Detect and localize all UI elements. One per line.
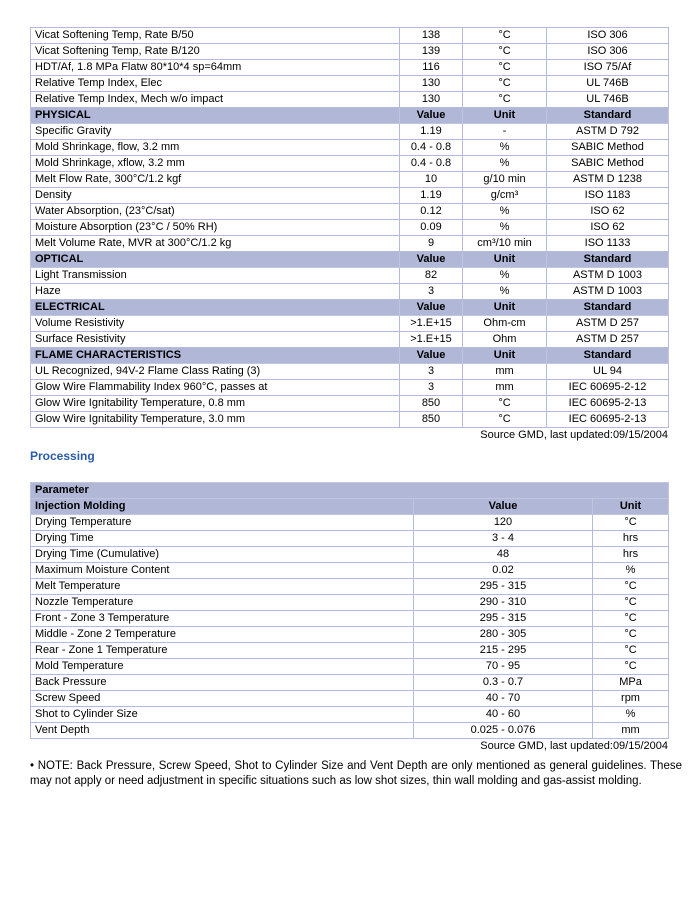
standard-cell: ASTM D 257 — [547, 316, 669, 332]
parameter-row — [31, 515, 669, 531]
parameter-name-cell: Rear - Zone 1 Temperature — [31, 643, 414, 659]
value-cell: 0.12 — [400, 204, 463, 220]
unit-cell: % — [463, 156, 547, 172]
section-header-row — [31, 252, 669, 268]
property-name-cell: Glow Wire Flammability Index 960°C, passes at — [31, 380, 400, 396]
property-row — [31, 28, 669, 44]
property-name-cell: Moisture Absorption (23°C / 50% RH) — [31, 220, 400, 236]
property-name-cell: Volume Resistivity — [31, 316, 400, 332]
parameter-row — [31, 611, 669, 627]
value-cell: 130 — [400, 76, 463, 92]
standard-cell: ISO 62 — [547, 204, 669, 220]
value-cell: 3 — [400, 364, 463, 380]
parameter-name-cell: Middle - Zone 2 Temperature — [31, 627, 414, 643]
value-cell: 0.025 - 0.076 — [414, 723, 593, 739]
unit-cell: hrs — [593, 531, 669, 547]
parameter-name-cell: Mold Temperature — [31, 659, 414, 675]
unit-cell: °C — [593, 643, 669, 659]
value-cell: 280 - 305 — [414, 627, 593, 643]
unit-cell: mm — [463, 364, 547, 380]
unit-cell: - — [463, 124, 547, 140]
value-header-cell: Value — [400, 348, 463, 364]
unit-cell: °C — [593, 595, 669, 611]
property-row — [31, 60, 669, 76]
parameter-row — [31, 531, 669, 547]
parameter-row — [31, 691, 669, 707]
value-cell: 48 — [414, 547, 593, 563]
value-cell: 70 - 95 — [414, 659, 593, 675]
property-name-cell: Relative Temp Index, Elec — [31, 76, 400, 92]
value-cell: 295 - 315 — [414, 611, 593, 627]
unit-cell: °C — [463, 76, 547, 92]
value-cell: 1.19 — [400, 188, 463, 204]
property-name-cell: Mold Shrinkage, flow, 3.2 mm — [31, 140, 400, 156]
property-name-header-cell: FLAME CHARACTERISTICS — [31, 348, 400, 364]
standard-cell: SABIC Method — [547, 156, 669, 172]
property-name-cell: UL Recognized, 94V-2 Flame Class Rating (3) — [31, 364, 400, 380]
standard-cell: IEC 60695-2-12 — [547, 380, 669, 396]
unit-cell: % — [463, 204, 547, 220]
parameter-name-cell: Melt Temperature — [31, 579, 414, 595]
unit-header-cell: Unit — [463, 348, 547, 364]
parameter-name-cell: Maximum Moisture Content — [31, 563, 414, 579]
parameter-name-cell: Screw Speed — [31, 691, 414, 707]
parameter-row — [31, 563, 669, 579]
parameter-row — [31, 627, 669, 643]
guidelines-note: • NOTE: Back Pressure, Screw Speed, Shot to Cylinder Size and Vent Depth are only mentioned as general guidelines. These may not apply or need adjustment in specific situations such as low shot sizes, thin wall molding and gas-assist molding. — [30, 760, 682, 787]
property-row — [31, 268, 669, 284]
value-header-cell: Value — [400, 252, 463, 268]
property-name-cell: Surface Resistivity — [31, 332, 400, 348]
unit-cell: °C — [463, 44, 547, 60]
property-name-cell: Vicat Softening Temp, Rate B/50 — [31, 28, 400, 44]
standard-header-cell: Standard — [547, 300, 669, 316]
standard-cell: ISO 306 — [547, 44, 669, 60]
parameter-row — [31, 579, 669, 595]
standard-cell: SABIC Method — [547, 140, 669, 156]
property-row — [31, 44, 669, 60]
property-name-cell: Relative Temp Index, Mech w/o impact — [31, 92, 400, 108]
value-cell: >1.E+15 — [400, 332, 463, 348]
standard-header-cell: Standard — [547, 348, 669, 364]
unit-cell: % — [593, 707, 669, 723]
value-cell: >1.E+15 — [400, 316, 463, 332]
value-cell: 1.19 — [400, 124, 463, 140]
value-cell: 290 - 310 — [414, 595, 593, 611]
value-cell: 10 — [400, 172, 463, 188]
standard-header-cell: Standard — [547, 252, 669, 268]
section-header-row — [31, 108, 669, 124]
property-name-cell: Glow Wire Ignitability Temperature, 3.0 mm — [31, 412, 400, 428]
parameter-row — [31, 595, 669, 611]
value-cell: 0.3 - 0.7 — [414, 675, 593, 691]
unit-header-cell: Unit — [463, 108, 547, 124]
processing-table — [30, 482, 669, 739]
unit-cell: °C — [593, 611, 669, 627]
value-cell: 850 — [400, 412, 463, 428]
property-name-cell: Density — [31, 188, 400, 204]
unit-cell: MPa — [593, 675, 669, 691]
value-cell: 215 - 295 — [414, 643, 593, 659]
property-row — [31, 220, 669, 236]
value-cell: 3 — [400, 284, 463, 300]
unit-header-cell: Unit — [463, 252, 547, 268]
value-cell: 82 — [400, 268, 463, 284]
standard-cell: ISO 75/Af — [547, 60, 669, 76]
standard-cell: IEC 60695-2-13 — [547, 412, 669, 428]
value-cell: 116 — [400, 60, 463, 76]
unit-cell: °C — [463, 92, 547, 108]
property-name-cell: Melt Flow Rate, 300°C/1.2 kgf — [31, 172, 400, 188]
property-row — [31, 188, 669, 204]
property-row — [31, 156, 669, 172]
property-row — [31, 92, 669, 108]
property-row — [31, 124, 669, 140]
unit-header-cell: Unit — [463, 300, 547, 316]
property-name-header-cell: OPTICAL — [31, 252, 400, 268]
property-row — [31, 380, 669, 396]
unit-cell: °C — [593, 627, 669, 643]
parameter-name-cell: Drying Time — [31, 531, 414, 547]
unit-cell: g/10 min — [463, 172, 547, 188]
property-row — [31, 396, 669, 412]
property-name-cell: Specific Gravity — [31, 124, 400, 140]
processing-heading: Processing — [30, 449, 95, 463]
parameter-name-cell: Nozzle Temperature — [31, 595, 414, 611]
property-name-cell: Melt Volume Rate, MVR at 300°C/1.2 kg — [31, 236, 400, 252]
injection-molding-header-row — [31, 499, 669, 515]
property-row — [31, 284, 669, 300]
unit-cell: % — [463, 268, 547, 284]
parameter-row — [31, 547, 669, 563]
value-cell: 120 — [414, 515, 593, 531]
unit-cell: % — [463, 140, 547, 156]
standard-cell: ISO 306 — [547, 28, 669, 44]
source-note-properties: Source GMD, last updated:09/15/2004 — [480, 429, 668, 441]
unit-cell: mm — [593, 723, 669, 739]
parameter-name-cell: Drying Temperature — [31, 515, 414, 531]
value-cell: 139 — [400, 44, 463, 60]
unit-cell: cm³/10 min — [463, 236, 547, 252]
value-cell: 3 - 4 — [414, 531, 593, 547]
unit-cell: Ohm — [463, 332, 547, 348]
processing-table-wrap — [30, 482, 668, 739]
parameter-row — [31, 659, 669, 675]
standard-cell: ASTM D 1003 — [547, 268, 669, 284]
unit-cell: rpm — [593, 691, 669, 707]
value-cell: 0.09 — [400, 220, 463, 236]
source-note-processing: Source GMD, last updated:09/15/2004 — [480, 740, 668, 752]
property-name-header-cell: PHYSICAL — [31, 108, 400, 124]
standard-cell: ISO 62 — [547, 220, 669, 236]
standard-cell: ISO 1133 — [547, 236, 669, 252]
property-name-header-cell: ELECTRICAL — [31, 300, 400, 316]
unit-cell: % — [463, 284, 547, 300]
parameter-name-cell: Shot to Cylinder Size — [31, 707, 414, 723]
standard-cell: UL 94 — [547, 364, 669, 380]
property-row — [31, 172, 669, 188]
unit-header-cell: Unit — [593, 499, 669, 515]
standard-cell: UL 746B — [547, 92, 669, 108]
injection-molding-header-cell: Injection Molding — [31, 499, 414, 515]
standard-header-cell: Standard — [547, 108, 669, 124]
value-cell: 3 — [400, 380, 463, 396]
standard-cell: UL 746B — [547, 76, 669, 92]
unit-cell: Ohm-cm — [463, 316, 547, 332]
parameter-row — [31, 675, 669, 691]
value-cell: 0.02 — [414, 563, 593, 579]
material-properties-table — [30, 27, 669, 428]
standard-cell: ISO 1183 — [547, 188, 669, 204]
property-name-cell: Glow Wire Ignitability Temperature, 0.8 mm — [31, 396, 400, 412]
section-header-row — [31, 348, 669, 364]
value-cell: 850 — [400, 396, 463, 412]
value-cell: 295 - 315 — [414, 579, 593, 595]
property-row — [31, 204, 669, 220]
parameter-row — [31, 707, 669, 723]
unit-cell: °C — [593, 515, 669, 531]
standard-cell: ASTM D 792 — [547, 124, 669, 140]
value-header-cell: Value — [414, 499, 593, 515]
section-header-row — [31, 300, 669, 316]
property-row — [31, 364, 669, 380]
unit-cell: °C — [463, 396, 547, 412]
standard-cell: ASTM D 257 — [547, 332, 669, 348]
parameter-row — [31, 643, 669, 659]
unit-cell: g/cm³ — [463, 188, 547, 204]
property-row — [31, 332, 669, 348]
unit-cell: mm — [463, 380, 547, 396]
property-row — [31, 76, 669, 92]
unit-cell: °C — [463, 28, 547, 44]
standard-cell: ASTM D 1238 — [547, 172, 669, 188]
property-row — [31, 316, 669, 332]
property-name-cell: Light Transmission — [31, 268, 400, 284]
property-row — [31, 140, 669, 156]
value-cell: 130 — [400, 92, 463, 108]
value-cell: 9 — [400, 236, 463, 252]
unit-cell: °C — [593, 659, 669, 675]
standard-cell: IEC 60695-2-13 — [547, 396, 669, 412]
value-header-cell: Value — [400, 300, 463, 316]
property-row — [31, 412, 669, 428]
unit-cell: °C — [463, 60, 547, 76]
parameter-name-cell: Vent Depth — [31, 723, 414, 739]
unit-cell: hrs — [593, 547, 669, 563]
value-cell: 0.4 - 0.8 — [400, 140, 463, 156]
property-name-cell: Mold Shrinkage, xflow, 3.2 mm — [31, 156, 400, 172]
unit-cell: % — [593, 563, 669, 579]
parameter-header-row — [31, 483, 669, 499]
parameter-header-cell: Parameter — [31, 483, 669, 499]
value-cell: 0.4 - 0.8 — [400, 156, 463, 172]
property-name-cell: HDT/Af, 1.8 MPa Flatw 80*10*4 sp=64mm — [31, 60, 400, 76]
property-name-cell: Haze — [31, 284, 400, 300]
unit-cell: % — [463, 220, 547, 236]
property-name-cell: Vicat Softening Temp, Rate B/120 — [31, 44, 400, 60]
value-cell: 138 — [400, 28, 463, 44]
unit-cell: °C — [593, 579, 669, 595]
value-cell: 40 - 70 — [414, 691, 593, 707]
unit-cell: °C — [463, 412, 547, 428]
parameter-name-cell: Front - Zone 3 Temperature — [31, 611, 414, 627]
standard-cell: ASTM D 1003 — [547, 284, 669, 300]
parameter-row — [31, 723, 669, 739]
parameter-name-cell: Drying Time (Cumulative) — [31, 547, 414, 563]
value-header-cell: Value — [400, 108, 463, 124]
parameter-name-cell: Back Pressure — [31, 675, 414, 691]
value-cell: 40 - 60 — [414, 707, 593, 723]
property-name-cell: Water Absorption, (23°C/sat) — [31, 204, 400, 220]
property-row — [31, 236, 669, 252]
